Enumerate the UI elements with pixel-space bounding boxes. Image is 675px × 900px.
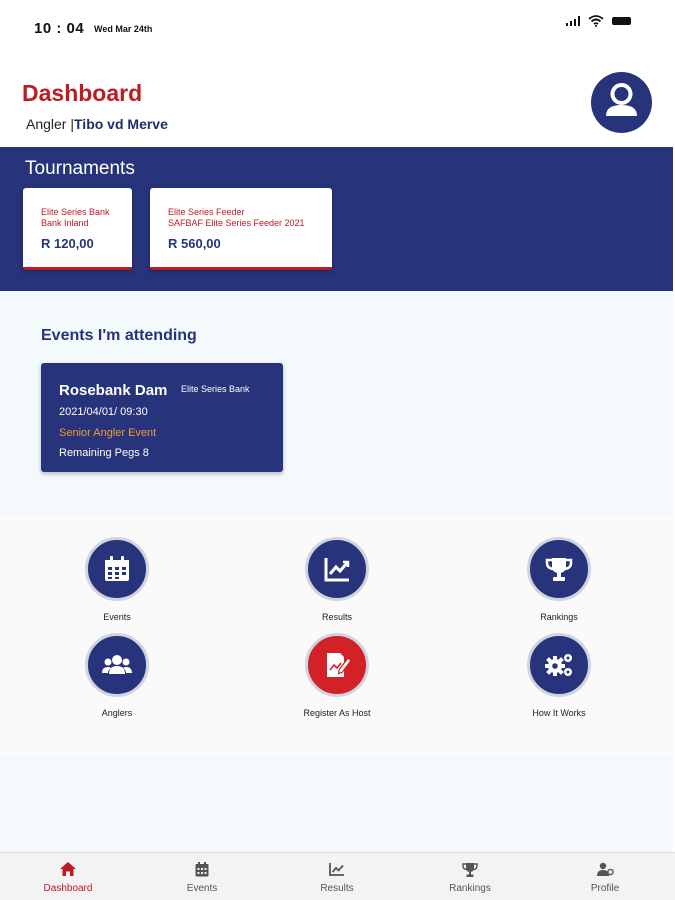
status-time: 10 : 04 xyxy=(34,20,85,37)
chart-line-icon xyxy=(329,862,345,876)
users-icon xyxy=(101,650,133,680)
nav-label: Profile xyxy=(590,883,620,894)
user-role: Angler | xyxy=(26,116,74,132)
menu-label: Events xyxy=(103,612,131,622)
event-series: Elite Series Bank xyxy=(181,384,250,394)
events-section xyxy=(0,291,673,516)
nav-label: Events xyxy=(186,883,218,894)
tournament-subtitle: Bank Inland xyxy=(41,218,89,228)
signal-icon xyxy=(566,16,581,26)
nav-item-profile[interactable] xyxy=(560,861,650,894)
menu-circle xyxy=(85,537,149,601)
status-date: Wed Mar 24th xyxy=(94,24,153,34)
event-venue: Rosebank Dam xyxy=(59,382,168,399)
nav-label: Rankings xyxy=(449,883,491,894)
menu-item-register-as-host[interactable] xyxy=(267,633,407,718)
user-name: Tibo vd Merve xyxy=(74,116,168,132)
menu-label: Rankings xyxy=(540,612,578,622)
nav-label: Results xyxy=(320,883,354,894)
page-title: Dashboard xyxy=(22,80,143,106)
header xyxy=(0,52,675,147)
event-datetime: 2021/04/01/ 09:30 xyxy=(59,406,148,418)
tournament-card[interactable] xyxy=(23,188,132,270)
menu-panel xyxy=(0,516,673,756)
event-type: Senior Angler Event xyxy=(59,427,157,439)
tournaments-title: Tournaments xyxy=(25,158,135,179)
empty-area xyxy=(0,756,673,852)
home-icon xyxy=(60,862,76,876)
gears-icon xyxy=(543,650,575,680)
menu-label: Results xyxy=(321,612,352,622)
nav-item-results[interactable] xyxy=(292,861,382,894)
tournaments-section xyxy=(0,147,673,291)
nav-item-dashboard[interactable] xyxy=(23,861,113,894)
trophy-icon xyxy=(544,554,574,584)
menu-circle xyxy=(305,633,369,697)
nav-item-rankings[interactable] xyxy=(425,861,515,894)
menu-item-anglers[interactable] xyxy=(47,633,187,718)
menu-item-rankings[interactable] xyxy=(489,537,629,622)
menu-circle xyxy=(527,537,591,601)
menu-label: Anglers xyxy=(101,708,133,718)
tournament-series: Elite Series Feeder xyxy=(168,207,245,217)
tournament-price: R 560,00 xyxy=(168,236,221,251)
user-avatar-icon xyxy=(591,72,652,133)
battery-icon xyxy=(612,17,631,25)
profile-icon xyxy=(597,862,614,876)
avatar[interactable] xyxy=(591,72,652,133)
register-edit-icon xyxy=(322,650,352,680)
tournament-price: R 120,00 xyxy=(41,236,94,251)
calendar-icon xyxy=(102,554,132,584)
menu-label: Register As Host xyxy=(303,708,371,718)
tournament-series: Elite Series Bank xyxy=(41,207,110,217)
bottom-nav xyxy=(0,852,675,900)
menu-circle xyxy=(305,537,369,601)
event-pegs: Remaining Pegs 8 xyxy=(59,447,149,459)
menu-circle xyxy=(527,633,591,697)
event-card[interactable] xyxy=(41,363,283,472)
nav-label: Dashboard xyxy=(43,883,93,894)
menu-item-how-it-works[interactable] xyxy=(489,633,629,718)
menu-item-results[interactable] xyxy=(267,537,407,622)
user-line xyxy=(26,116,168,132)
tournament-card[interactable] xyxy=(150,188,332,270)
menu-circle xyxy=(85,633,149,697)
tournament-subtitle: SAFBAF Elite Series Feeder 2021 xyxy=(168,218,305,228)
menu-label: How It Works xyxy=(532,708,586,718)
menu-item-events[interactable] xyxy=(47,537,187,622)
wifi-icon xyxy=(588,15,604,27)
chart-line-icon xyxy=(322,554,352,584)
status-icons xyxy=(566,15,632,27)
events-title: Events I'm attending xyxy=(41,327,197,344)
nav-item-events[interactable] xyxy=(157,861,247,894)
trophy-icon xyxy=(462,862,478,877)
calendar-icon xyxy=(195,862,209,877)
status-bar xyxy=(0,0,675,52)
